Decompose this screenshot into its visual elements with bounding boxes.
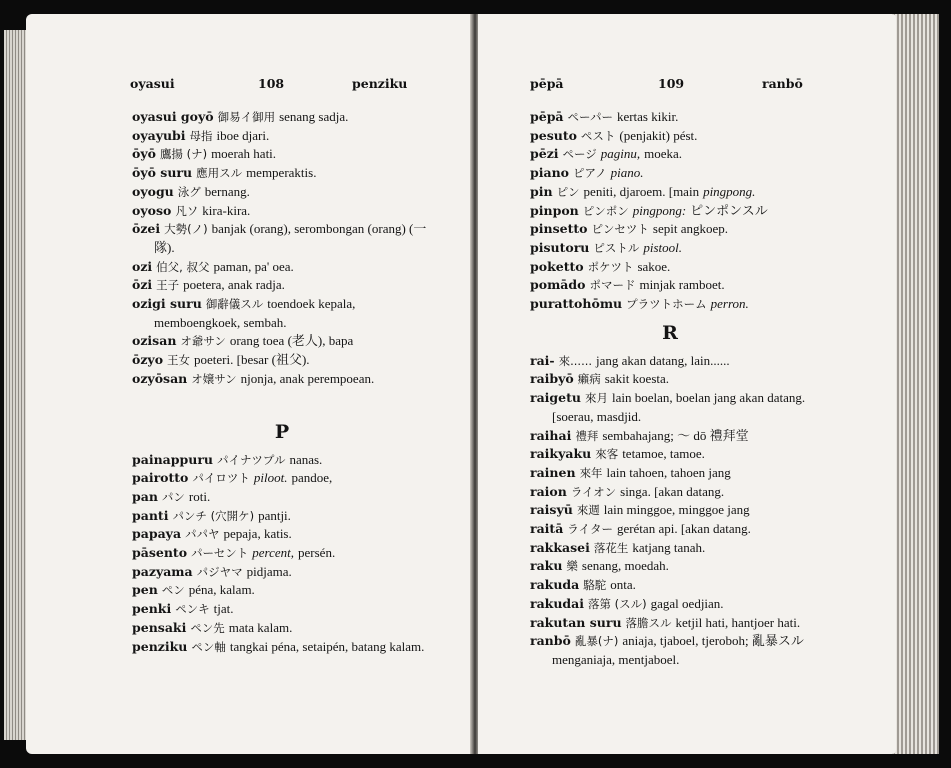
definition: mata kalam. [228,619,293,635]
japanese-term: 來月 [584,391,608,406]
headword: oyoso [132,202,172,218]
japanese-term: 鷹揚 (ナ) [159,147,208,162]
japanese-term: 大勢(ノ) [164,222,208,237]
headword: ozi [132,258,153,274]
headword: panti [132,507,169,523]
definition: moerah hati. [211,146,277,162]
headword: ranbō [530,633,571,649]
dictionary-entry [530,276,810,295]
definition: toendoek kepala, memboengkoek, sembah. [154,296,356,330]
japanese-term: ピストル [593,240,640,255]
headword: oyayubi [132,127,186,143]
japanese-term: ペーパー [567,110,613,124]
dictionary-entry [530,389,810,426]
japanese-term: 母指 [189,128,213,143]
italic-term: pistool. [643,239,683,255]
definition: persén. [298,545,336,561]
headword: pairotto [132,470,189,486]
japanese-term: パーセント [191,546,249,561]
dictionary-entry [530,352,810,371]
definition: onta. [610,577,636,593]
dictionary-entry [530,539,810,558]
dictionary-entry [530,614,810,633]
headword: poketto [530,258,584,274]
japanese-term: 御辭儀スル [205,297,264,312]
definition: paman, pa' oea. [213,258,294,274]
headword: ōzi [132,277,153,293]
headword: ozisan [132,333,177,349]
headword: papaya [132,526,182,542]
headword: rakutan suru [530,614,622,630]
definition: moeka. [644,146,683,162]
dictionary-entry [132,202,432,221]
dictionary-entry [132,507,432,526]
definition: njonja, anak perempoean. [240,370,375,386]
japanese-term: パン [161,489,185,504]
japanese-term: ペン軸 [191,639,226,654]
dictionary-entry [530,145,810,164]
definition: singa. [akan datang. [620,483,725,499]
headword: oyasui goyō [132,109,214,124]
headword: pinpon [530,202,579,218]
dictionary-entry [530,164,810,183]
headword: ōzyo [132,352,164,368]
definition: banjak (orang), serombongan (orang) (一隊). [154,221,427,255]
japanese-term: パイロツト [192,471,250,486]
headword: raibyō [530,371,574,387]
definition: katjang tanah. [632,539,706,555]
japanese-term: ピンポン [582,203,629,218]
japanese-term: 亂暴(ナ) [574,634,619,649]
dictionary-entry [530,183,810,202]
japanese-term: プラツトホーム [626,297,707,312]
definition: sembahajang; ～ dō 禮拜堂 [602,427,749,443]
entries-o [132,108,432,389]
definition: memperaktis. [246,165,317,181]
definition: orang toea (老人), bapa [229,333,354,349]
definition: lain tahoen, tahoen jang [606,464,731,480]
dictionary-entry [132,469,432,488]
japanese-term: 來客 [595,447,619,462]
headword: pēpā [530,109,564,124]
dictionary-entry [530,370,810,389]
dictionary-entry [132,581,432,600]
japanese-term: 癩病 [577,372,601,387]
japanese-term: 來...... [558,353,593,368]
headword: ōyō [132,146,156,162]
italic-term: perron. [710,296,749,312]
headword: pāsento [132,545,188,561]
headword: pan [132,488,158,504]
entries-p [132,451,432,657]
japanese-term: 駱駝 [583,578,607,593]
dictionary-entry [530,464,810,483]
definition: pantji. [258,507,291,523]
dictionary-entry [530,295,810,314]
definition: gagal oedjian. [650,595,724,611]
definition: sepit angkoep. [652,221,729,237]
definition: tjat. [213,601,234,617]
japanese-term: ライター [567,522,613,537]
japanese-term: 王女 [167,353,191,368]
japanese-term: ライオン [570,484,617,499]
italic-term: pingpong. [703,183,756,199]
definition: ketjil hati, hantjoer hati. [675,614,801,630]
japanese-term: ポマード [589,278,636,293]
headword: raigetu [530,390,581,406]
definition: senang, moedah. [581,558,669,574]
japanese-term: パパヤ [185,527,220,542]
section-letter-p: P [274,420,290,443]
headword: rakudai [530,595,585,611]
japanese-term: 落膽スル [625,615,672,630]
definition: poetera, anak radja. [183,277,285,293]
japanese-term: 樂 [566,559,578,574]
dictionary-entry [530,632,810,669]
italic-term: paginu, [600,146,641,162]
italic-term: pingpong: [632,202,687,218]
dictionary-entry [132,276,432,295]
definition: roti. [188,488,211,504]
headword: pisutoru [530,239,590,255]
dictionary-column [530,108,810,670]
dictionary-entry [132,295,432,332]
definition: peniti, djaroem. [main [583,183,700,199]
entries-p [530,108,810,314]
headword: pēzi [530,146,559,162]
definition: péna, kalam. [188,582,255,598]
page-109 [478,14,896,754]
definition: kira-kira. [202,202,251,218]
dictionary-entry [530,127,810,146]
dictionary-entry [530,595,810,614]
dictionary-entry [530,557,810,576]
headword: rai- [530,352,555,368]
dictionary-entry [132,370,432,389]
japanese-term: パンチ (穴開ケ) [172,508,255,523]
page-number: 108 [258,76,285,91]
headword: pazyama [132,563,193,579]
entries-r [530,352,810,670]
dictionary-entry [530,520,810,539]
header-guide-word-right: penziku [352,76,408,91]
definition: pepaja, katis. [223,526,292,542]
japanese-term: ページ [562,147,597,162]
headword: raion [530,483,567,499]
definition: tangkai péna, setaipén, batang kalam. [229,638,425,654]
japanese-term: オ嬢サン [191,371,237,386]
dictionary-entry [132,258,432,277]
dictionary-entry [132,145,432,164]
dictionary-entry [132,544,432,563]
japanese-term: ピン [556,184,580,199]
japanese-term: 伯父, 叔父 [156,259,210,274]
dictionary-entry [132,127,432,146]
japanese-term: 王子 [156,278,180,293]
japanese-term: 御易イ御用 [217,110,276,124]
definition: senang sadja. [279,109,349,124]
definition: sakit koesta. [604,371,670,387]
definition: nanas. [289,451,323,467]
headword: pin [530,183,553,199]
japanese-term: ピアノ [573,166,607,181]
header-guide-word-left: oyasui [130,76,175,91]
definition: kertas kikir. [616,109,679,124]
headword: pen [132,582,158,598]
definition: gerétan api. [akan datang. [616,521,751,537]
headword: purattohōmu [530,296,623,312]
japanese-term: 來年 [579,465,603,480]
header-guide-word-left: pēpā [530,76,564,91]
japanese-term: パイナツプル [217,452,286,467]
dictionary-entry [132,332,432,351]
headword: rakuda [530,577,580,593]
definition: sakoe. [637,258,671,274]
headword: piano [530,165,570,181]
definition: bernang. [204,183,250,199]
dictionary-entry [132,600,432,619]
italic-term: percent, [252,545,295,561]
definition: pidjama. [246,563,292,579]
page-108 [26,14,472,754]
dictionary-entry [132,525,432,544]
headword: pinsetto [530,221,588,237]
headword: pesuto [530,127,577,143]
dictionary-entry [132,451,432,470]
dictionary-entry [530,576,810,595]
dictionary-entry [530,445,810,464]
dictionary-entry [530,258,810,277]
headword: raikyaku [530,446,592,462]
headword: ōzei [132,221,161,237]
japanese-term: ペン先 [190,620,225,635]
dictionary-entry [530,239,810,258]
page-number: 109 [658,76,685,91]
headword: ōyō suru [132,165,193,181]
dictionary-entry [132,183,432,202]
definition: aniaja, tjaboel, tjeroboh; 亂暴スル menganiaja, mentjaboel. [552,633,804,667]
dictionary-entry [132,488,432,507]
japanese-term: ポケツト [587,259,634,274]
headword: pomādo [530,277,586,293]
headword: raitā [530,521,564,537]
definition: iboe djari. [216,127,270,143]
definition: minjak ramboet. [639,277,725,293]
headword: penki [132,601,172,617]
headword: penziku [132,638,188,654]
headword: raihai [530,427,572,443]
headword: pensaki [132,619,187,635]
japanese-term: ペン [161,583,185,598]
headword: ozyōsan [132,370,188,386]
definition: tetamoe, tamoe. [622,446,705,462]
book-edge-right [893,14,939,754]
headword: ozigi suru [132,296,202,312]
headword: rakkasei [530,539,590,555]
definition: (penjakit) pést. [619,127,698,143]
italic-term: piano. [610,165,644,181]
dictionary-entry [530,483,810,502]
japanese-term: 凡ソ [175,203,199,218]
japanese-term: 來週 [576,503,600,518]
dictionary-entry [132,619,432,638]
italic-term: piloot. [253,470,288,486]
japanese-term: 禮拜 [575,428,599,443]
definition: jang akan datang, lain...... [596,352,730,368]
dictionary-entry [132,563,432,582]
section-letter-r: R [662,321,678,344]
japanese-term: ペスト [580,128,616,143]
dictionary-entry [530,202,810,221]
dictionary-entry [132,351,432,370]
headword: rainen [530,464,576,480]
book-edge-left [4,30,28,740]
japanese-term: ピンセツト [591,222,649,237]
definition: pandoe, [291,470,333,486]
headword: oyogu [132,183,174,199]
headword: painappuru [132,451,214,467]
dictionary-entry [132,220,432,257]
japanese-term: オ爺サン [180,334,226,349]
definition: ピンポンスル [690,202,768,218]
dictionary-entry [132,164,432,183]
japanese-term: 泳グ [177,184,201,199]
definition: poeteri. [besar (祖父). [194,352,310,368]
japanese-term: 應用スル [196,166,243,181]
definition: lain boelan, boelan jang akan datang. [soerau, masdjid. [552,390,806,424]
japanese-term: 落第 (スル) [588,596,647,611]
dictionary-entry [132,638,432,657]
dictionary-entry [530,427,810,446]
dictionary-column [132,108,432,656]
headword: raku [530,558,563,574]
header-guide-word-right: ranbō [762,76,803,91]
japanese-term: パジヤマ [196,564,243,579]
japanese-term: 落花生 [593,540,629,555]
dictionary-entry [530,108,810,127]
headword: raisyū [530,502,573,518]
japanese-term: ペンキ [175,602,210,617]
dictionary-entry [530,501,810,520]
dictionary-entry [530,220,810,239]
dictionary-entry [132,108,432,127]
definition: lain minggoe, minggoe jang [603,502,750,518]
